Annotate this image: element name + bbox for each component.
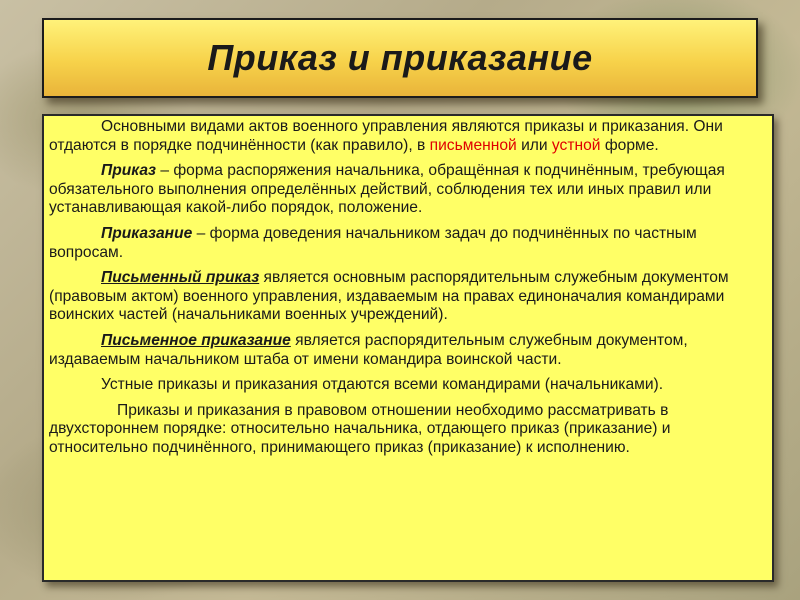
term-instruction: Приказание (101, 224, 193, 242)
written-order-definition: является основным распорядительным служебным документом (правовым актом) военного управления, издаваемым на правах единоначалия командирами воинских частей (начальниками военных учреждений). (49, 269, 729, 324)
intro-end: форме. (600, 136, 659, 154)
intro-text: Основными видами актов военного управления являются приказы и приказания. Они отдаются в порядке подчинённости (как правило), в (49, 118, 723, 154)
order-definition: – форма распоряжения начальника, обращённая к подчинённым, требующая обязательного выполнения определённых действий, соблюдения тех или иных правил или устанавливающая какой-либо порядок, положение. (49, 162, 725, 217)
written-form-highlight: письменной (429, 136, 517, 154)
oral-orders-text: Устные приказы и приказания отдаются всеми командирами (начальниками). (101, 376, 664, 394)
paragraph-instruction-definition (49, 225, 762, 262)
paragraph-intro (49, 118, 762, 155)
oral-form-highlight: устной (551, 136, 601, 154)
legal-relation-text: Приказы и приказания в правовом отношении необходимо рассматривать в двухстороннем порядке: относительно начальника, отдающего приказ (приказание) и относительно подчинённого, принимающего приказ (приказание) к исполнению. (49, 401, 671, 456)
written-instruction-definition: является распорядительным служебным документом, издаваемым начальником штаба от имени командира воинской части. (49, 331, 688, 368)
intro-or: или (516, 136, 552, 154)
paragraph-written-order (49, 269, 762, 325)
paragraph-written-instruction (49, 332, 762, 369)
paragraph-order-definition (49, 162, 762, 218)
term-written-instruction: Письменное приказание (101, 331, 291, 349)
content-box (42, 114, 774, 582)
term-written-order: Письменный приказ (101, 269, 260, 287)
slide-title: Приказ и приказание (207, 37, 593, 78)
instruction-definition: – форма доведения начальником задач до подчинённых по частным вопросам. (49, 224, 697, 261)
paragraph-oral-orders (49, 376, 762, 395)
term-order: Приказ (101, 162, 156, 180)
paragraph-legal-relation (49, 402, 762, 458)
title-banner (42, 18, 758, 98)
